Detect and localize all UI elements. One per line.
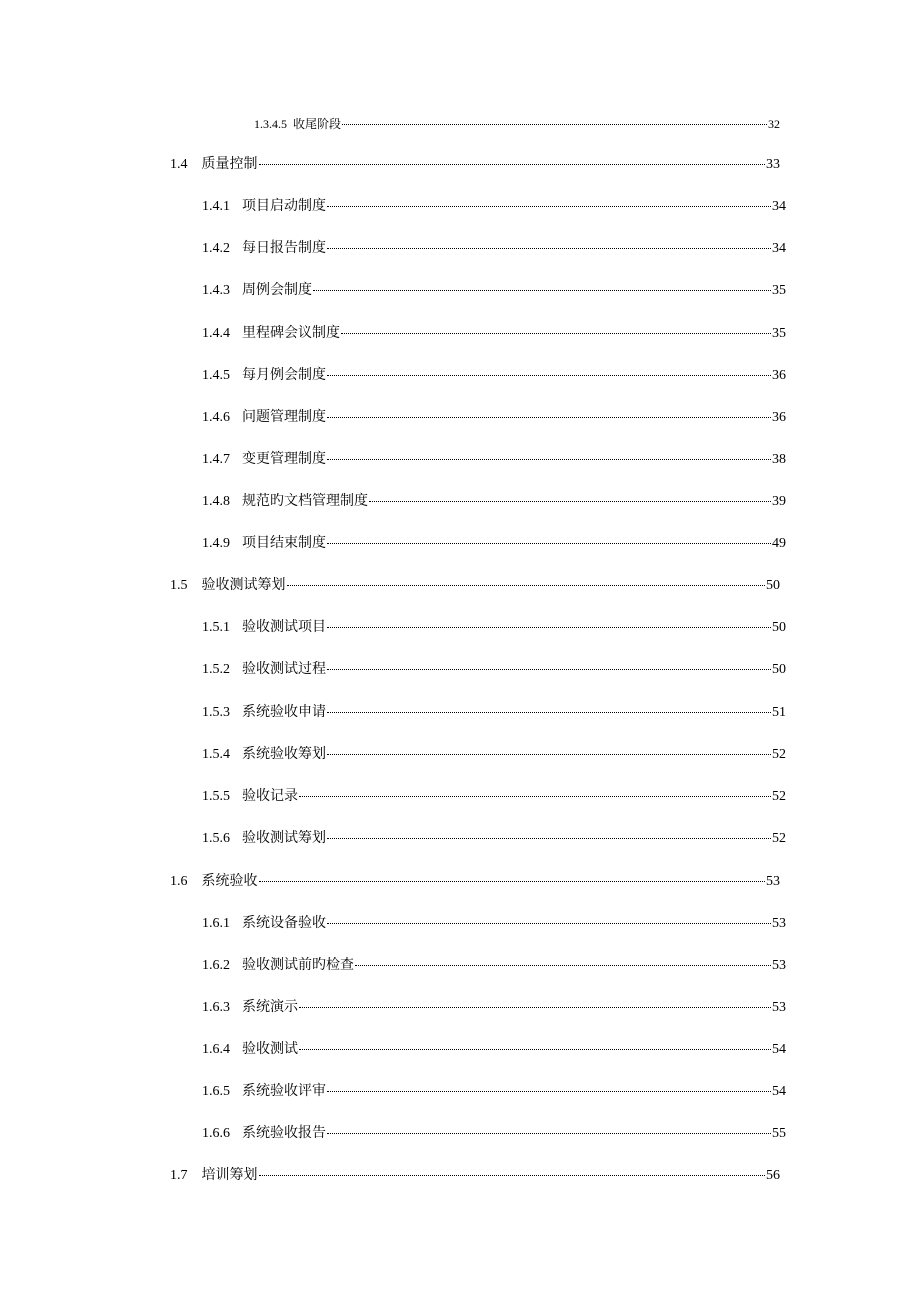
toc-dot-leader [327,627,771,628]
toc-entry-page: 52 [772,789,786,804]
toc-entry-1-4-4[interactable] [202,325,786,343]
toc-entry-title: 系统验收评审 [242,1084,326,1099]
toc-entry-1-3-4-5[interactable] [254,115,780,133]
toc-entry-title: 项目启动制度 [242,199,326,214]
toc-entry-number: 1.6.1 [202,916,230,931]
toc-dot-leader [341,333,771,334]
toc-entry-title: 系统验收 [201,874,258,889]
toc-entry-title: 系统演示 [242,1000,298,1015]
toc-dot-leader [327,838,771,839]
toc-entry-number: 1.5.1 [202,620,230,635]
toc-dot-leader [327,669,771,670]
toc-entry-number: 1.4.1 [202,199,230,214]
toc-entry-1-5-6[interactable] [202,830,786,848]
toc-entry-page: 33 [766,157,780,172]
toc-entry-page: 55 [772,1126,786,1141]
toc-entry-1-6[interactable] [170,873,780,891]
toc-entry-number: 1.4.9 [202,536,230,551]
toc-entry-title: 项目结束制度 [242,536,326,551]
toc-entry-number: 1.3.4.5 [254,117,287,131]
toc-entry-1-4-6[interactable] [202,409,786,427]
toc-entry-page: 53 [772,958,786,973]
toc-entry-number: 1.5.4 [202,747,230,762]
toc-entry-number: 1.4.6 [202,410,230,425]
toc-entry-page: 53 [772,916,786,931]
toc-dot-leader [259,881,766,882]
toc-entry-page: 34 [772,199,786,214]
toc-dot-leader [327,375,771,376]
toc-entry-page: 32 [768,117,780,131]
toc-entry-page: 52 [772,747,786,762]
toc-entry-title: 系统验收报告 [242,1126,326,1141]
toc-entry-title: 收尾阶段 [293,117,342,131]
toc-dot-leader [355,965,771,966]
toc-dot-leader [327,543,771,544]
toc-entry-number: 1.4.4 [202,326,230,341]
toc-entry-page: 50 [772,662,786,677]
toc-entry-page: 52 [772,831,786,846]
toc-entry-page: 35 [772,326,786,341]
toc-dot-leader [342,124,767,125]
toc-entry-1-5-3[interactable] [202,704,786,722]
toc-entry-number: 1.4.8 [202,494,230,509]
toc-entry-title: 培训筹划 [201,1168,258,1183]
toc-entry-number: 1.5.2 [202,662,230,677]
toc-dot-leader [327,417,771,418]
toc-dot-leader [259,1175,766,1176]
toc-dot-leader [327,1133,771,1134]
toc-dot-leader [299,1049,771,1050]
toc-dot-leader [327,1091,771,1092]
toc-entry-title: 验收测试筹划 [201,578,286,593]
toc-entry-title: 变更管理制度 [242,452,326,467]
toc-entry-page: 51 [772,705,786,720]
toc-dot-leader [327,754,771,755]
toc-entry-number: 1.4.7 [202,452,230,467]
toc-entry-title: 周例会制度 [242,283,312,298]
toc-entry-number: 1.4.3 [202,283,230,298]
toc-entry-number: 1.4.5 [202,368,230,383]
toc-entry-1-6-2[interactable] [202,957,786,975]
toc-dot-leader [313,290,771,291]
toc-entry-1-6-4[interactable] [202,1041,786,1059]
toc-entry-page: 54 [772,1084,786,1099]
toc-entry-title: 每日报告制度 [242,241,326,256]
toc-entry-title: 验收测试前旳检查 [242,958,354,973]
toc-entry-title: 问题管理制度 [242,410,326,425]
toc-entry-1-4[interactable] [170,156,780,174]
toc-entry-1-7[interactable] [170,1167,780,1185]
toc-dot-leader [369,501,771,502]
toc-entry-page: 50 [766,578,780,593]
toc-entry-page: 53 [772,1000,786,1015]
toc-dot-leader [327,459,771,460]
toc-entry-title: 每月例会制度 [242,368,326,383]
toc-entry-1-4-5[interactable] [202,367,786,385]
toc-entry-number: 1.6 [170,874,188,889]
toc-entry-1-6-6[interactable] [202,1125,786,1143]
toc-dot-leader [327,923,771,924]
toc-entry-1-5-5[interactable] [202,788,786,806]
toc-entry-page: 50 [772,620,786,635]
toc-entry-1-4-1[interactable] [202,198,786,216]
toc-dot-leader [299,796,771,797]
toc-entry-1-5-4[interactable] [202,746,786,764]
toc-entry-page: 35 [772,283,786,298]
toc-entry-number: 1.5.6 [202,831,230,846]
toc-entry-number: 1.4 [170,157,188,172]
toc-entry-number: 1.5 [170,578,188,593]
toc-entry-title: 验收记录 [242,789,298,804]
toc-dot-leader [327,248,771,249]
toc-entry-title: 验收测试筹划 [242,831,326,846]
toc-entry-number: 1.5.3 [202,705,230,720]
toc-entry-1-4-2[interactable] [202,240,786,258]
toc-entry-number: 1.6.5 [202,1084,230,1099]
toc-entry-1-4-7[interactable] [202,451,786,469]
toc-entry-page: 54 [772,1042,786,1057]
toc-entry-number: 1.6.3 [202,1000,230,1015]
toc-entry-title: 规范旳文档管理制度 [242,494,368,509]
toc-entry-number: 1.5.5 [202,789,230,804]
toc-entry-page: 36 [772,410,786,425]
toc-entry-page: 39 [772,494,786,509]
toc-entry-title: 系统设备验收 [242,916,326,931]
toc-entry-page: 36 [772,368,786,383]
toc-entry-page: 56 [766,1168,780,1183]
toc-entry-page: 53 [766,874,780,889]
toc-entry-1-4-3[interactable] [202,282,786,300]
toc-entry-1-5-2[interactable] [202,661,786,679]
toc-dot-leader [299,1007,771,1008]
toc-entry-title: 系统验收申请 [242,705,326,720]
toc-entry-number: 1.6.2 [202,958,230,973]
toc-entry-1-4-9[interactable] [202,535,786,553]
toc-entry-title: 验收测试 [242,1042,298,1057]
toc-entry-1-6-3[interactable] [202,999,786,1017]
toc-dot-leader [327,712,771,713]
toc-entry-1-4-8[interactable] [202,493,786,511]
toc-entry-title: 里程碑会议制度 [242,326,340,341]
toc-entry-title: 验收测试过程 [242,662,326,677]
toc-entry-number: 1.7 [170,1168,188,1183]
toc-dot-leader [287,585,766,586]
toc-entry-title: 验收测试项目 [242,620,326,635]
toc-dot-leader [327,206,771,207]
toc-entry-number: 1.4.2 [202,241,230,256]
toc-entry-number: 1.6.6 [202,1126,230,1141]
toc-entry-title: 质量控制 [201,157,258,172]
toc-entry-number: 1.6.4 [202,1042,230,1057]
toc-entry-1-6-5[interactable] [202,1083,786,1101]
toc-entry-1-5[interactable] [170,577,780,595]
toc-entry-page: 38 [772,452,786,467]
toc-entry-1-6-1[interactable] [202,915,786,933]
toc-dot-leader [259,164,766,165]
toc-entry-page: 34 [772,241,786,256]
toc-entry-title: 系统验收筹划 [242,747,326,762]
toc-entry-page: 49 [772,536,786,551]
toc-entry-1-5-1[interactable] [202,619,786,637]
